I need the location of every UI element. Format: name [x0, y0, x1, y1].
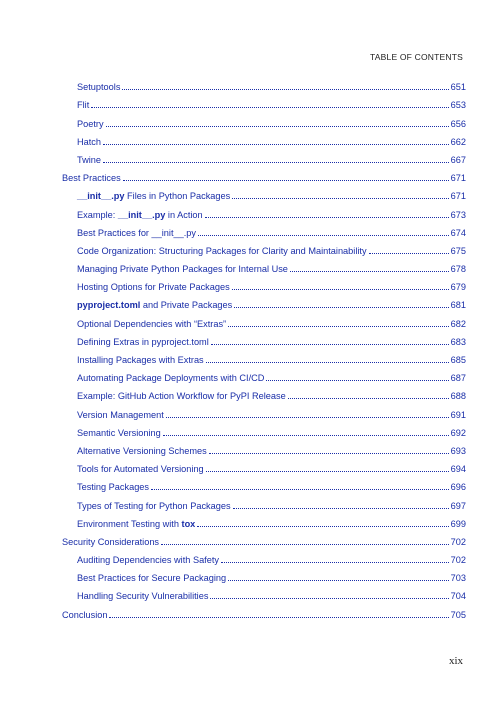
toc-title-segment: Automating Package Deployments with CI/CD: [77, 373, 265, 384]
toc-entry[interactable]: [62, 511, 466, 529]
toc-page-number: 675: [450, 245, 466, 256]
toc-entry-title: [77, 519, 195, 529]
toc-entry[interactable]: [62, 492, 466, 510]
toc-page-number: 696: [450, 482, 466, 493]
toc-page-number: 697: [450, 500, 466, 511]
toc-entry[interactable]: [62, 310, 466, 328]
toc-page-number: 671: [450, 173, 466, 184]
toc-entry[interactable]: [62, 256, 466, 274]
toc-page-number: 656: [450, 118, 466, 129]
toc-title-segment: Best Practices for __init__.py: [77, 227, 196, 238]
toc-title-segment: Semantic Versioning: [77, 427, 161, 438]
toc-entry[interactable]: [62, 329, 466, 347]
dot-leader: [232, 197, 448, 199]
toc-entry[interactable]: [62, 110, 466, 128]
toc-entry[interactable]: [62, 401, 466, 419]
dot-leader: [103, 143, 449, 145]
toc-entry-title: [77, 464, 204, 474]
toc-entry-title: [77, 137, 101, 147]
toc-title-segment: Best Practices: [62, 173, 121, 184]
toc-entry[interactable]: [62, 274, 466, 292]
toc-entry[interactable]: [62, 420, 466, 438]
toc-entry[interactable]: [62, 220, 466, 238]
toc-title-segment: Defining Extras in pyproject.toml: [77, 336, 209, 347]
toc-entry[interactable]: [62, 183, 466, 201]
dot-leader: [197, 525, 448, 527]
toc-page-number: 671: [450, 191, 466, 202]
toc-title-segment: in Action: [165, 209, 203, 220]
dot-leader: [266, 379, 448, 381]
toc-page-number: 667: [450, 154, 466, 165]
toc-title-segment: Code Organization: Structuring Packages for Clarity and Maintainability: [77, 245, 367, 256]
toc-title-segment: Best Practices for Secure Packaging: [77, 573, 227, 584]
dot-leader: [103, 161, 449, 163]
toc-title-segment: Testing Packages: [77, 482, 150, 493]
toc-title-segment: Version Management: [77, 409, 164, 420]
dot-leader: [369, 252, 449, 254]
toc-entry[interactable]: [62, 129, 466, 147]
dot-leader: [163, 434, 449, 436]
toc-entry-title: [77, 573, 226, 583]
dot-leader: [206, 361, 449, 363]
dot-leader: [228, 579, 449, 581]
toc-entry-title: [77, 100, 89, 110]
toc-title-segment: Poetry: [77, 118, 104, 129]
toc-entry-title: [77, 155, 101, 165]
dot-leader: [161, 543, 449, 545]
toc-entry[interactable]: [62, 474, 466, 492]
dot-leader: [209, 452, 449, 454]
toc-title-segment: and Private Packages: [140, 300, 233, 311]
toc-page-number: 687: [450, 373, 466, 384]
toc-entry-title: [77, 228, 196, 238]
toc-title-segment: Files in Python Packages: [124, 191, 231, 202]
toc-entry-title: [77, 555, 219, 565]
dot-leader: [151, 488, 449, 490]
toc-entry[interactable]: [62, 74, 466, 92]
toc-page-number: 704: [450, 591, 466, 602]
toc-page-number: 683: [450, 336, 466, 347]
toc-title-segment: Auditing Dependencies with Safety: [77, 555, 219, 566]
toc-title-segment: __init__.py: [117, 209, 166, 220]
toc-title-segment: Security Considerations: [62, 536, 160, 547]
dot-leader: [166, 416, 449, 418]
dot-leader: [109, 616, 448, 618]
toc-entry[interactable]: [62, 547, 466, 565]
toc-page-number: 682: [450, 318, 466, 329]
toc-page-number: 694: [450, 464, 466, 475]
toc-entry-title: [62, 537, 159, 547]
toc-title-segment: Alternative Versioning Schemes: [77, 445, 207, 456]
toc-page-number: 693: [450, 445, 466, 456]
toc-entry[interactable]: [62, 365, 466, 383]
dot-leader: [122, 88, 448, 90]
toc-entry-title: [77, 501, 231, 511]
toc-entry-title: [77, 282, 230, 292]
toc-entry[interactable]: [62, 165, 466, 183]
toc-entry[interactable]: [62, 201, 466, 219]
toc-entry-title: [77, 446, 207, 456]
dot-leader: [198, 234, 449, 236]
dot-leader: [232, 288, 449, 290]
toc-title-segment: pyproject.toml: [77, 300, 141, 311]
toc-page-number: 662: [450, 136, 466, 147]
toc-title-segment: Hosting Options for Private Packages: [77, 282, 230, 293]
dot-leader: [210, 597, 448, 599]
table-of-contents: [62, 74, 466, 620]
running-head: TABLE OF CONTENTS: [370, 52, 463, 62]
dot-leader: [234, 306, 448, 308]
toc-page-number: 679: [450, 282, 466, 293]
toc-entry-title: [62, 610, 107, 620]
toc-entry[interactable]: [62, 147, 466, 165]
toc-title-segment: Managing Private Python Packages for Internal Use: [77, 264, 288, 275]
dot-leader: [206, 470, 449, 472]
toc-page-number: 681: [450, 300, 466, 311]
toc-page-number: 678: [450, 264, 466, 275]
toc-entry[interactable]: [62, 529, 466, 547]
toc-page-number: 702: [450, 555, 466, 566]
toc-entry[interactable]: [62, 383, 466, 401]
dot-leader: [106, 125, 449, 127]
toc-entry[interactable]: [62, 565, 466, 583]
toc-title-segment: Environment Testing with: [77, 518, 182, 529]
toc-page-number: 685: [450, 355, 466, 365]
toc-page-number: 691: [450, 409, 466, 420]
toc-entry-title: [77, 391, 286, 401]
toc-entry-title: [77, 591, 208, 601]
toc-page-number: 653: [450, 100, 466, 111]
toc-entry-title: [77, 319, 226, 329]
toc-title-segment: Example:: [77, 209, 118, 220]
toc-entry[interactable]: [62, 601, 466, 619]
toc-entry-title: [77, 82, 120, 92]
page-number: xix: [448, 655, 463, 667]
toc-entry-title: [77, 300, 232, 310]
toc-page-number: 674: [450, 227, 466, 238]
toc-entry-title: [77, 119, 104, 129]
toc-entry[interactable]: [62, 347, 466, 365]
dot-leader: [123, 179, 449, 181]
dot-leader: [228, 325, 449, 327]
dot-leader: [205, 216, 449, 218]
toc-title-segment: Hatch: [77, 136, 102, 147]
toc-entry-title: [77, 373, 264, 383]
toc-entry-title: [77, 264, 288, 274]
toc-title-segment: Twine: [77, 154, 101, 165]
toc-entry-title: [77, 482, 149, 492]
toc-entry[interactable]: [62, 456, 466, 474]
toc-page-number: 705: [450, 609, 466, 620]
toc-entry[interactable]: [62, 583, 466, 601]
toc-entry-title: [77, 337, 209, 347]
toc-entry-title: [77, 191, 230, 201]
toc-title-segment: tox: [181, 518, 196, 529]
toc-title-segment: Handling Security Vulnerabilities: [77, 591, 209, 602]
toc-title-segment: Installing Packages with Extras: [77, 355, 204, 365]
dot-leader: [288, 397, 449, 399]
toc-title-segment: Setuptools: [77, 82, 121, 93]
toc-entry-title: [77, 410, 164, 420]
toc-page-number: 688: [450, 391, 466, 402]
toc-entry-title: [77, 428, 161, 438]
dot-leader: [211, 343, 449, 345]
toc-title-segment: Conclusion: [62, 609, 108, 620]
toc-page-number: 699: [450, 518, 466, 529]
dot-leader: [91, 106, 448, 108]
toc-entry-title: [77, 246, 367, 256]
toc-title-segment: Tools for Automated Versioning: [77, 464, 204, 475]
toc-title-segment: Types of Testing for Python Packages: [77, 500, 231, 511]
toc-page-number: 703: [450, 573, 466, 584]
toc-entry[interactable]: [62, 238, 466, 256]
dot-leader: [221, 561, 449, 563]
toc-entry-title: [77, 355, 204, 365]
toc-page-number: 702: [450, 536, 466, 547]
toc-title-segment: __init__.py: [77, 191, 125, 202]
toc-title-segment: Example: GitHub Action Workflow for PyPI Release: [77, 391, 286, 402]
dot-leader: [290, 270, 449, 272]
toc-entry-title: [77, 210, 203, 220]
toc-page-number: 692: [450, 427, 466, 438]
toc-entry[interactable]: [62, 292, 466, 310]
toc-entry-title: [62, 173, 121, 183]
toc-entry[interactable]: [62, 438, 466, 456]
toc-entry[interactable]: [62, 92, 466, 110]
toc-page-number: 651: [450, 82, 466, 93]
toc-title-segment: Flit: [77, 100, 90, 111]
toc-title-segment: Optional Dependencies with “Extras”: [77, 318, 227, 329]
toc-page-number: 673: [450, 209, 466, 220]
dot-leader: [233, 507, 449, 509]
